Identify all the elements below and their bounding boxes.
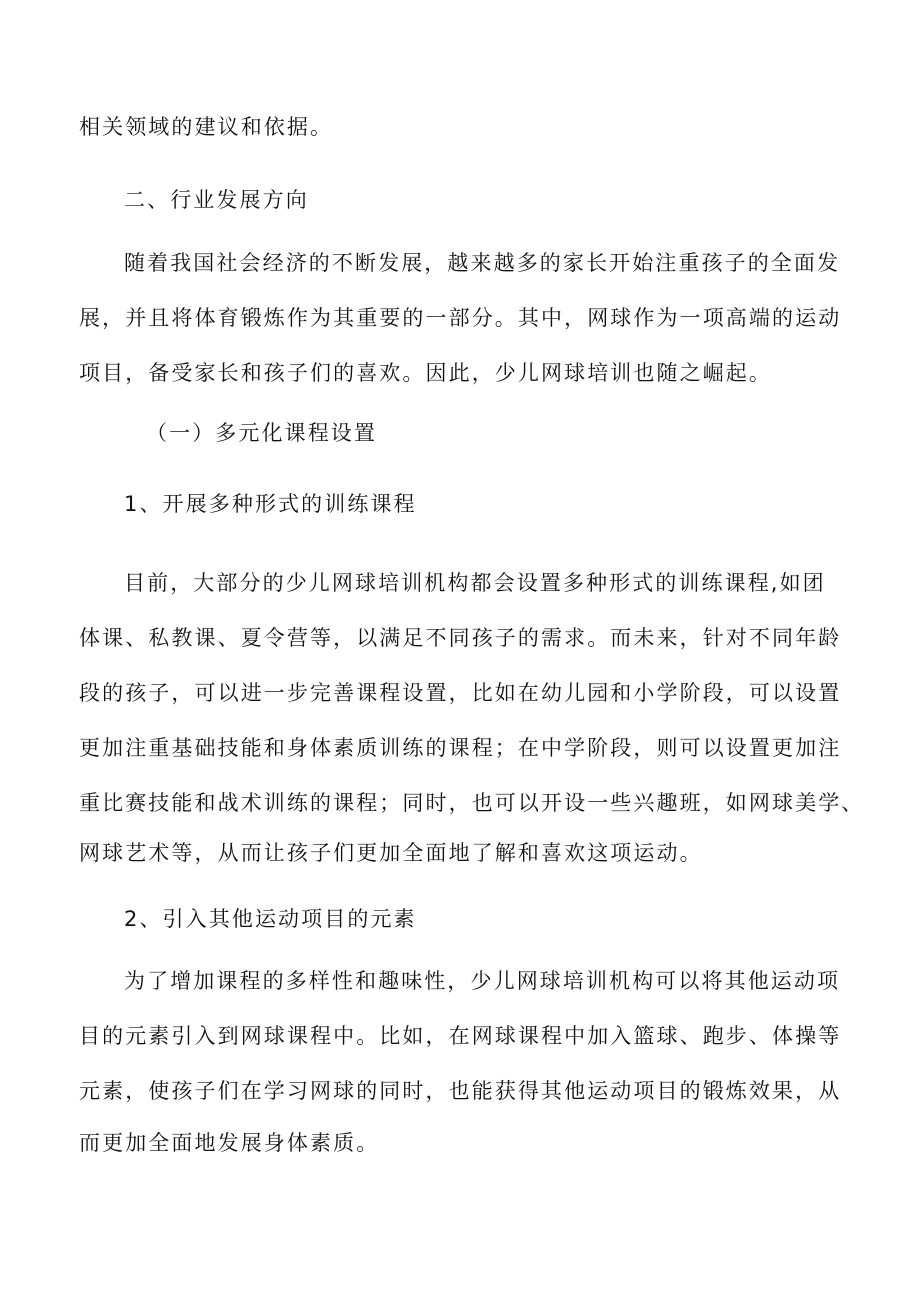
paragraph-line: 为了增加课程的多样性和趣味性，少儿网球培训机构可以将其他运动项 [124, 969, 841, 993]
paragraph-line: 随着我国社会经济的不断发展，越来越多的家长开始注重孩子的全面发 [124, 251, 841, 275]
item-heading: 1、开展多种形式的训练课程 [124, 492, 417, 516]
paragraph-line: 更加注重基础技能和身体素质训练的课程；在中学阶段，则可以设置更加注 [79, 736, 842, 760]
paragraph-line: 目前，大部分的少儿网球培训机构都会设置多种形式的训练课程,如团 [124, 571, 826, 595]
paragraph-line: 元素，使孩子们在学习网球的同时，也能获得其他运动项目的锻炼效果，从 [79, 1079, 842, 1103]
subsection-heading: （一）多元化课程设置 [146, 421, 377, 445]
paragraph-line: 而更加全面地发展身体素质。 [79, 1131, 380, 1155]
section-heading: 二、行业发展方向 [124, 188, 309, 212]
paragraph-continuation-line: 相关领域的建议和依据。 [79, 115, 334, 139]
paragraph-line: 段的孩子，可以进一步完善课程设置，比如在幼儿园和小学阶段，可以设置 [79, 681, 842, 705]
paragraph-line: 展，并且将体育锻炼作为其重要的一部分。其中，网球作为一项高端的运动 [79, 306, 842, 330]
paragraph-line: 项目，备受家长和孩子们的喜欢。因此，少儿网球培训也随之崛起。 [79, 361, 772, 385]
item-heading: 2、引入其他运动项目的元素 [124, 907, 417, 931]
paragraph-line: 重比赛技能和战术训练的课程；同时，也可以开设一些兴趣班，如网球美学、 [79, 791, 865, 815]
paragraph-line: 网球艺术等，从而让孩子们更加全面地了解和喜欢这项运动。 [79, 841, 703, 865]
paragraph-line: 体课、私教课、夏令营等，以满足不同孩子的需求。而未来，针对不同年龄 [79, 626, 842, 650]
paragraph-line: 目的元素引入到网球课程中。比如，在网球课程中加入篮球、跑步、体操等 [79, 1024, 842, 1048]
